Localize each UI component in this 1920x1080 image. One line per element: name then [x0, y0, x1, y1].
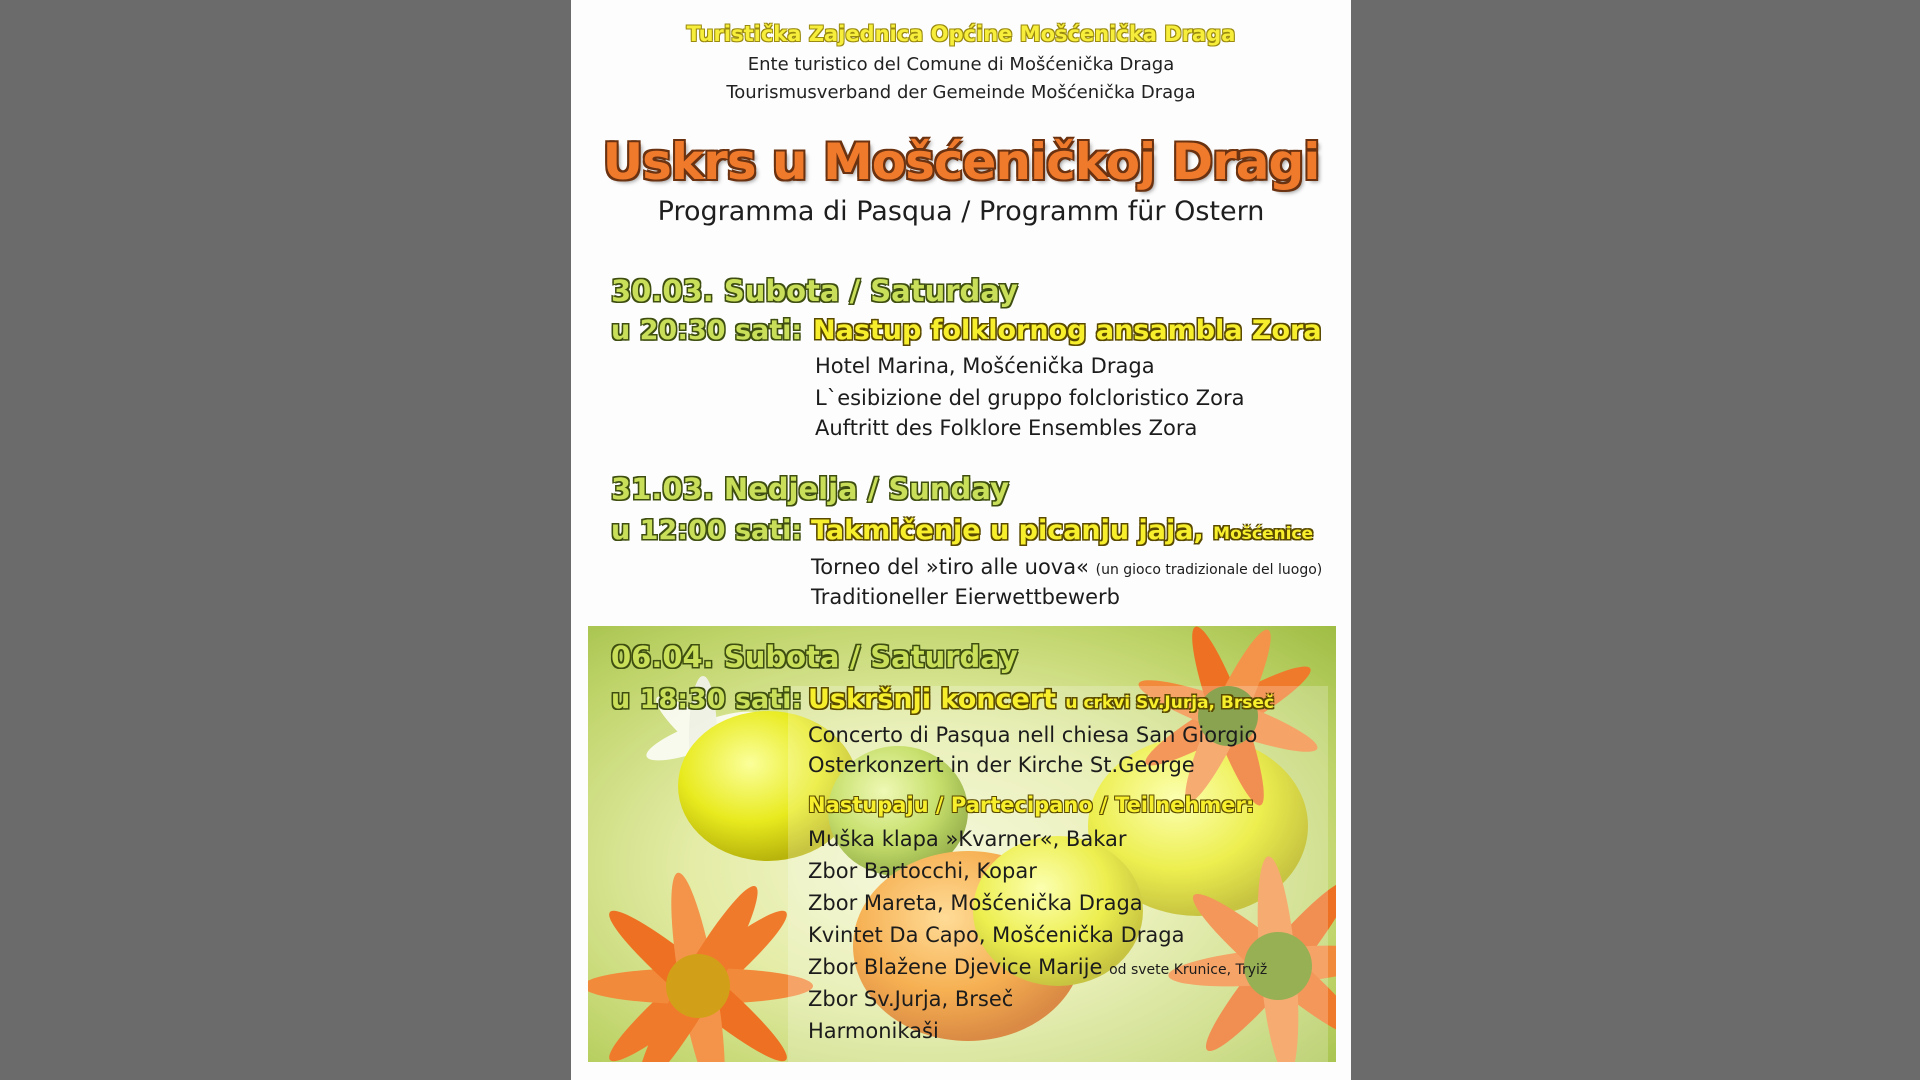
event-2-title — [811, 515, 1313, 546]
participant-5-note: od svete Krunice, Tryiž — [1109, 962, 1268, 978]
participant-4: Kvintet Da Capo, Mošćenička Draga — [808, 923, 1185, 947]
poster-subtitle: Programma di Pasqua / Programm für Ostern — [657, 196, 1265, 227]
participants-label: Nastupaju / Partecipano / Teilnehmer: — [808, 793, 1255, 817]
event-2-line-italian — [811, 555, 1322, 579]
event-2-line-german: Traditioneller Eierwettbewerb — [811, 585, 1120, 609]
participant-3: Zbor Mareta, Mošćenička Draga — [808, 891, 1143, 915]
event-1-line-italian: L`esibizione del gruppo folcloristico Zora — [815, 386, 1245, 410]
event-2-time: u 12:00 sati: — [611, 515, 803, 546]
organization-name-croatian: Turistička Zajednica Općine Mošćenička Draga — [686, 22, 1236, 46]
event-1-date: 30.03. Subota / Saturday — [611, 274, 1018, 308]
event-1-line-german: Auftritt des Folklore Ensembles Zora — [815, 416, 1198, 440]
event-2-title-main: Takmičenje u picanju jaja, — [811, 515, 1204, 546]
event-3-line-italian: Concerto di Pasqua nell chiesa San Giorgio — [808, 723, 1258, 747]
event-1-title: Nastup folklornog ansambla Zora — [813, 315, 1322, 346]
poster — [571, 0, 1351, 1080]
participant-7: Harmonikaši — [808, 1019, 939, 1043]
event-2-line-italian-main: Torneo del »tiro alle uova« — [811, 555, 1089, 579]
event-2-date: 31.03. Nedjelja / Sunday — [611, 472, 1009, 506]
event-3-date: 06.04. Subota / Saturday — [611, 640, 1018, 674]
participant-5-main: Zbor Blažene Djevice Marije — [808, 955, 1103, 979]
event-3-title — [808, 684, 1274, 715]
event-3-location: u crkvi Sv.Jurja, Brseč — [1065, 693, 1274, 713]
event-3-title-main: Uskršnji koncert — [808, 684, 1057, 715]
event-3-time: u 18:30 sati: — [611, 684, 803, 715]
event-1-venue: Hotel Marina, Mošćenička Draga — [815, 354, 1155, 378]
event-1-time: u 20:30 sati: — [611, 315, 803, 346]
participant-1: Muška klapa »Kvarner«, Bakar — [808, 827, 1127, 851]
organization-name-german: Tourismusverband der Gemeinde Mošćenička Draga — [726, 82, 1196, 103]
participant-2: Zbor Bartocchi, Kopar — [808, 859, 1037, 883]
event-2-location: Mošćenice — [1213, 524, 1314, 544]
participant-5 — [808, 955, 1267, 979]
organization-name-italian: Ente turistico del Comune di Mošćenička Draga — [747, 54, 1175, 75]
participant-6: Zbor Sv.Jurja, Brseč — [808, 987, 1014, 1011]
poster-title: Uskrs u Mošćeničkoj Dragi — [602, 133, 1320, 191]
event-3-line-german: Osterkonzert in der Kirche St.George — [808, 753, 1195, 777]
event-2-line-italian-note: (un gioco tradizionale del luogo) — [1095, 562, 1323, 578]
